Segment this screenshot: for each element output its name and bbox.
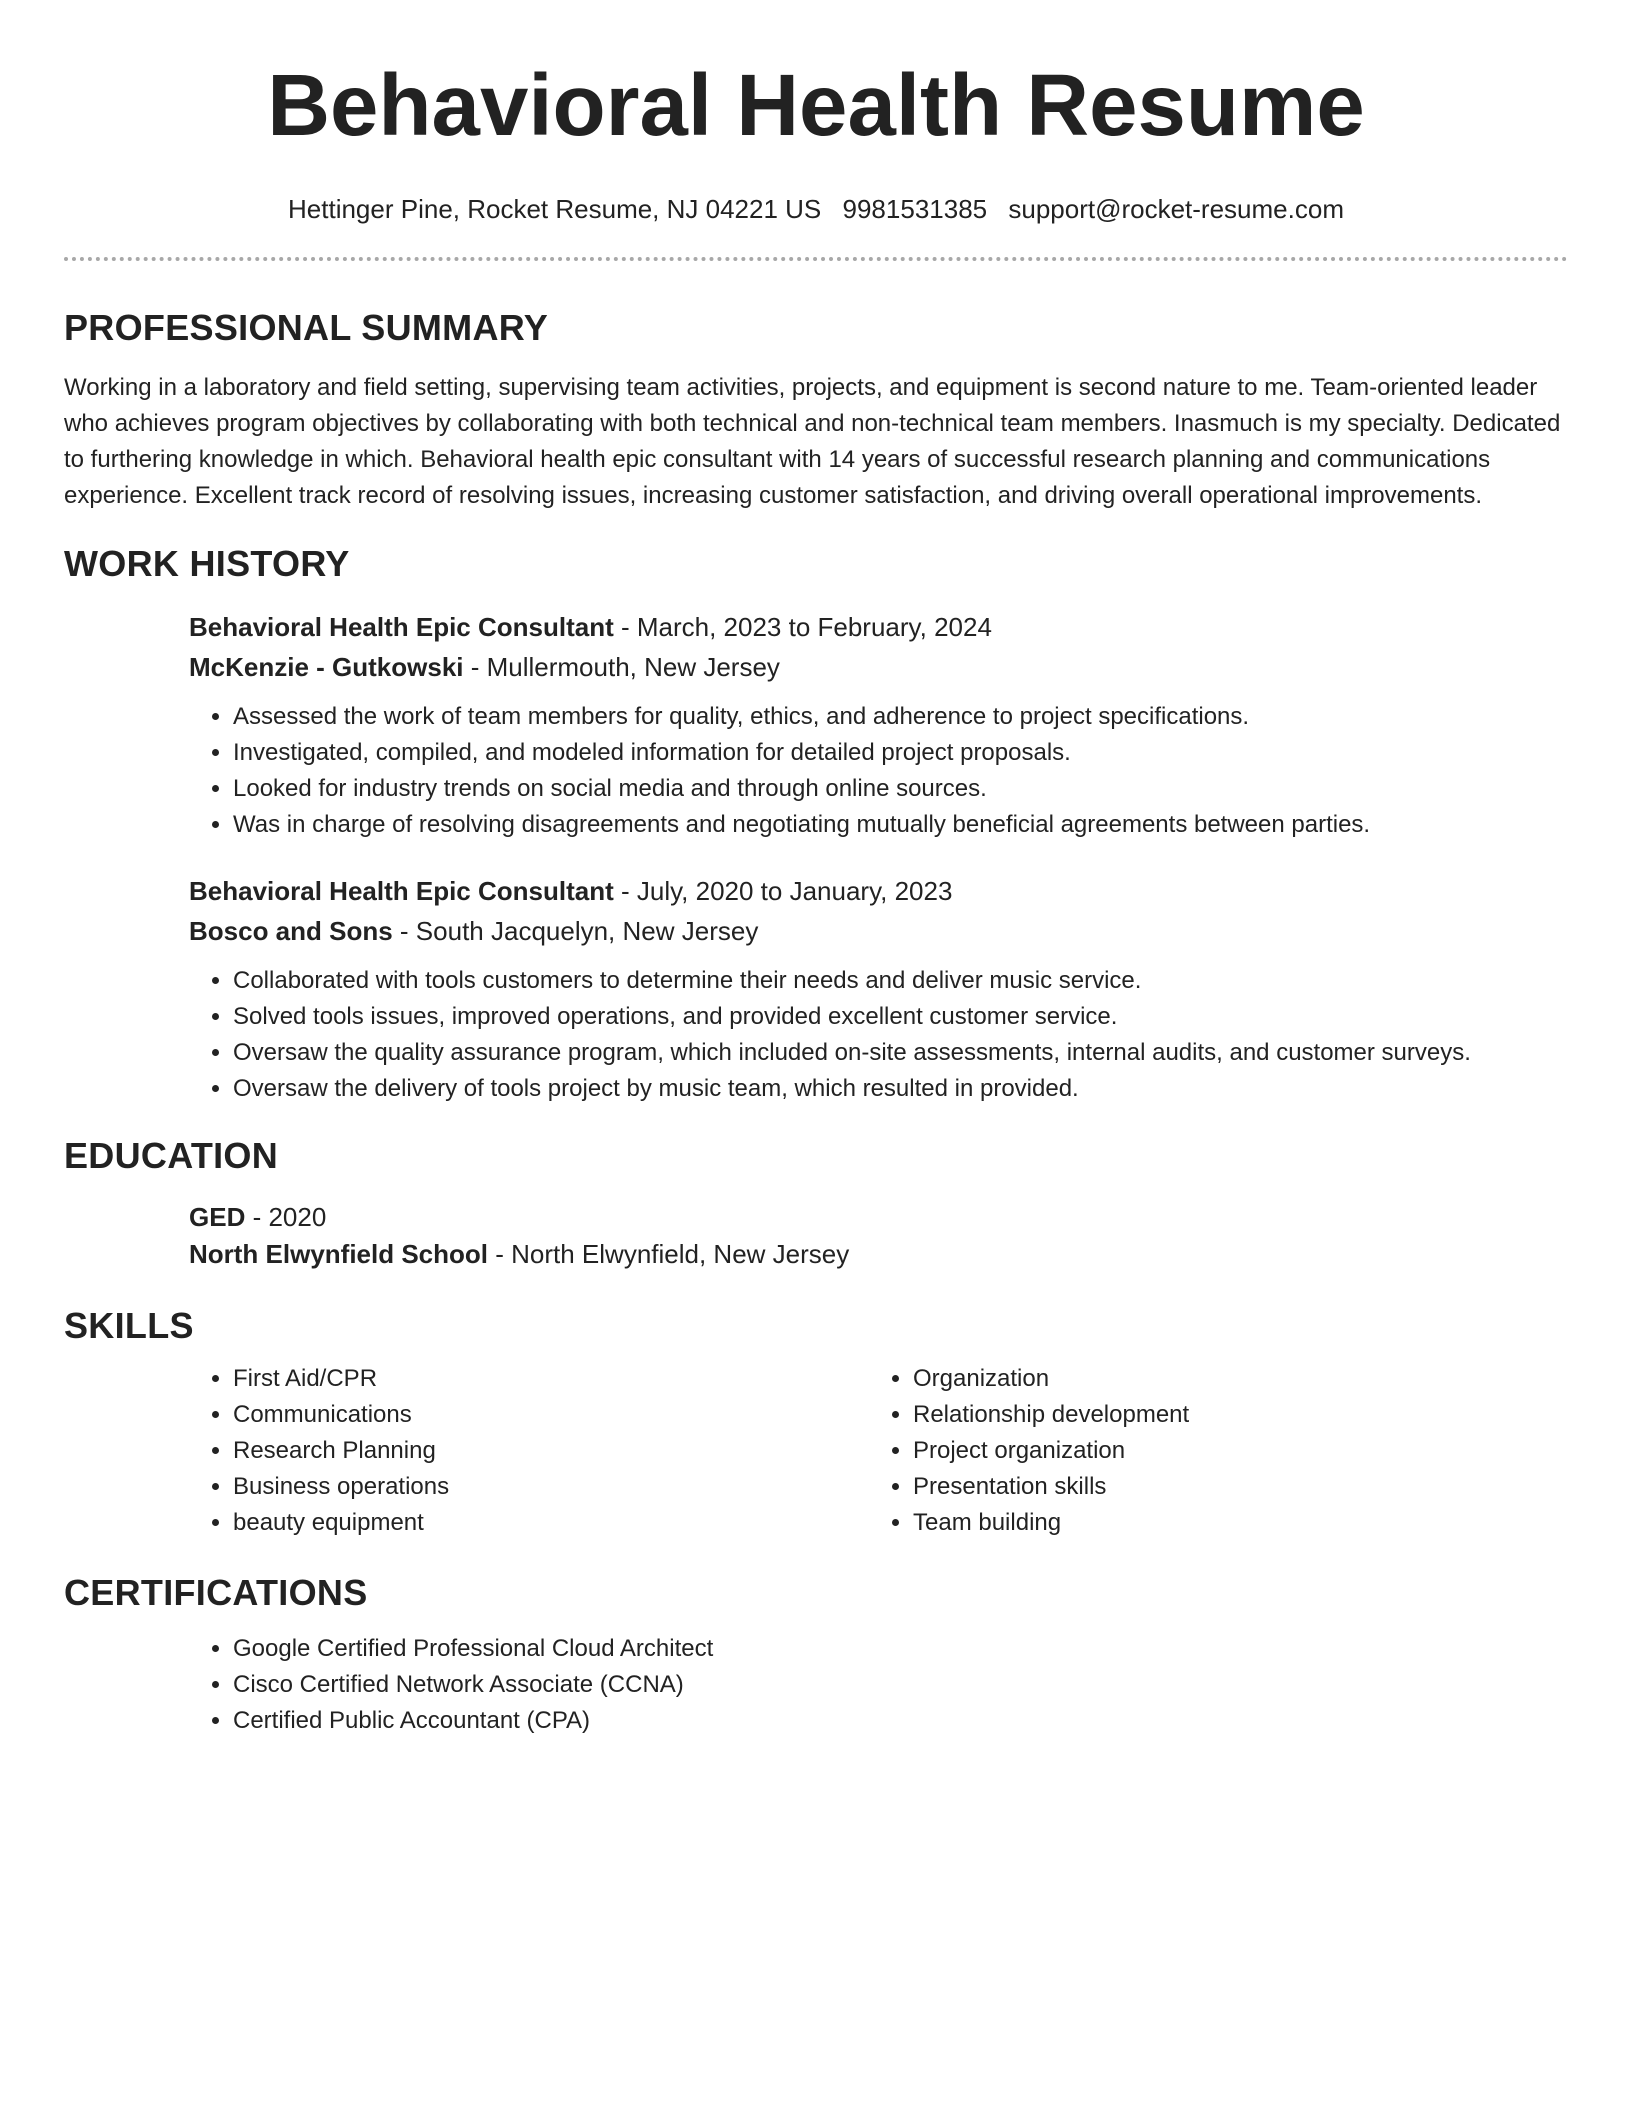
- skills-list: [744, 1361, 1424, 1541]
- list-item: • First Aid/CPR: [233, 1361, 744, 1397]
- job-location: - South Jacquelyn, New Jersey: [392, 916, 759, 946]
- job-company-line: [189, 647, 1568, 687]
- header-divider: [64, 257, 1568, 261]
- job-entry: [189, 607, 1568, 843]
- job-company: Bosco and Sons: [189, 916, 393, 946]
- resume-title: Behavioral Health Resume: [267, 57, 1365, 154]
- contact-phone: 9981531385: [842, 194, 988, 224]
- job-dates: - July, 2020 to January, 2023: [613, 876, 953, 906]
- education-degree: GED: [189, 1202, 246, 1232]
- list-item: • Oversaw the delivery of tools project by music team, which resulted in provided.: [233, 1071, 1568, 1107]
- work-history-section: [64, 542, 1568, 1107]
- job-title-line: [189, 607, 1568, 647]
- list-item: • Assessed the work of team members for quality, ethics, and adherence to project specifications.: [233, 699, 1568, 735]
- certifications-heading: CERTIFICATIONS: [64, 1572, 368, 1613]
- education-entry: [189, 1199, 1568, 1273]
- list-item: • Collaborated with tools customers to determine their needs and deliver music service.: [233, 963, 1568, 999]
- job-entry: [189, 871, 1568, 1107]
- job-title-line: [189, 871, 1568, 911]
- contact-line: [64, 193, 1568, 225]
- job-role: Behavioral Health Epic Consultant: [189, 612, 614, 642]
- job-bullets: [64, 699, 1568, 843]
- education-school-line: [189, 1236, 1568, 1273]
- summary-heading: PROFESSIONAL SUMMARY: [64, 307, 549, 348]
- list-item: • Business operations: [233, 1469, 744, 1505]
- education-heading: EDUCATION: [64, 1135, 279, 1176]
- education-degree-line: [189, 1199, 1568, 1236]
- list-item: • beauty equipment: [233, 1505, 744, 1541]
- job-bullets: [64, 963, 1568, 1107]
- contact-address: Hettinger Pine, Rocket Resume, NJ 04221 US: [288, 194, 822, 224]
- education-location: - North Elwynfield, New Jersey: [488, 1239, 850, 1269]
- list-item: • Google Certified Professional Cloud Architect: [233, 1631, 1568, 1667]
- work-history-heading: WORK HISTORY: [64, 543, 350, 584]
- list-item: • Was in charge of resolving disagreements and negotiating mutually beneficial agreements between parties.: [233, 807, 1568, 843]
- list-item: • Team building: [913, 1505, 1424, 1541]
- education-section: [64, 1134, 1568, 1273]
- list-item: • Research Planning: [233, 1433, 744, 1469]
- skills-heading: SKILLS: [64, 1305, 194, 1346]
- skills-grid: [64, 1361, 1568, 1541]
- job-company-line: [189, 911, 1568, 951]
- list-item: • Oversaw the quality assurance program, which included on-site assessments, internal audits, and customer surveys.: [233, 1035, 1568, 1071]
- list-item: • Investigated, compiled, and modeled information for detailed project proposals.: [233, 735, 1568, 771]
- skills-list: [64, 1361, 744, 1541]
- skills-column-left: [64, 1361, 744, 1541]
- certifications-list: [64, 1631, 1568, 1739]
- skills-section: [64, 1304, 1568, 1541]
- job-role: Behavioral Health Epic Consultant: [189, 876, 614, 906]
- list-item: • Looked for industry trends on social media and through online sources.: [233, 771, 1568, 807]
- list-item: • Presentation skills: [913, 1469, 1424, 1505]
- summary-text: Working in a laboratory and field setting, supervising team activities, projects, and equipment is second nature to me. Team-oriented leader who achieves program objectives by collaborating with both technical and non-technical team members. Inasmuch is my specialty. Dedicated to furthering knowledge in which. Behavioral health epic consultant with 14 years of successful research planning and communications experience. Excellent track record of resolving issues, increasing customer satisfaction, and driving overall operational improvements.: [64, 374, 1561, 509]
- list-item: • Communications: [233, 1397, 744, 1433]
- job-dates: - March, 2023 to February, 2024: [613, 612, 992, 642]
- list-item: • Relationship development: [913, 1397, 1424, 1433]
- job-location: - Mullermouth, New Jersey: [463, 652, 780, 682]
- contact-email: support@rocket-resume.com: [1008, 194, 1344, 224]
- certifications-section: [64, 1571, 1568, 1739]
- list-item: • Project organization: [913, 1433, 1424, 1469]
- job-company: McKenzie - Gutkowski: [189, 652, 464, 682]
- resume-header: [64, 0, 1568, 225]
- list-item: • Solved tools issues, improved operations, and provided excellent customer service.: [233, 999, 1568, 1035]
- education-year: - 2020: [245, 1202, 327, 1232]
- summary-section: [64, 306, 1568, 514]
- list-item: • Certified Public Accountant (CPA): [233, 1703, 1568, 1739]
- education-school: North Elwynfield School: [189, 1239, 489, 1269]
- skills-column-right: [744, 1361, 1424, 1541]
- list-item: • Organization: [913, 1361, 1424, 1397]
- list-item: • Cisco Certified Network Associate (CCNA): [233, 1667, 1568, 1703]
